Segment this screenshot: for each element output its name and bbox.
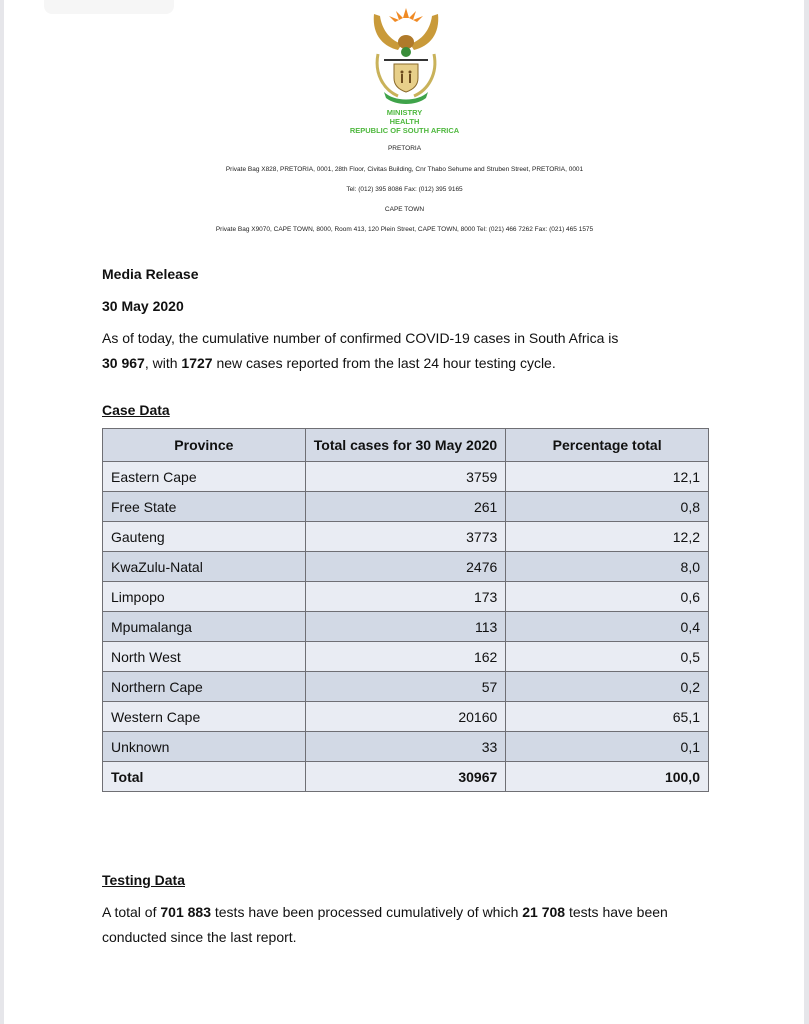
province-cell: Northern Cape xyxy=(103,672,306,702)
cases-cell: 2476 xyxy=(305,552,506,582)
testing-text: A total of xyxy=(102,904,161,920)
pct-cell: 0,1 xyxy=(506,732,709,762)
release-title: Media Release xyxy=(102,266,199,282)
table-header-row xyxy=(103,429,709,462)
column-header-cases: Total cases for 30 May 2020 xyxy=(305,429,506,462)
total-cases: 30967 xyxy=(305,762,506,792)
pretoria-address: Private Bag X828, PRETORIA, 0001, 28th Floor, Civitas Building, Cnr Thabo Sehume and Struben Street, PRETORIA, 0001 xyxy=(225,166,584,173)
total-pct: 100,0 xyxy=(506,762,709,792)
cases-cell: 3759 xyxy=(305,462,506,492)
cases-cell: 57 xyxy=(305,672,506,702)
cases-cell: 261 xyxy=(305,492,506,522)
pct-cell: 0,2 xyxy=(506,672,709,702)
province-cell: Unknown xyxy=(103,732,306,762)
total-label: Total xyxy=(103,762,306,792)
capetown-address: Private Bag X9070, CAPE TOWN, 8000, Room 413, 120 Plein Street, CAPE TOWN, 8000 Tel: (021) 466 7262 Fax: (021) 465 1575 xyxy=(215,226,594,233)
intro-text: new cases reported from the last 24 hour testing cycle. xyxy=(212,355,556,371)
column-header-percentage: Percentage total xyxy=(506,429,709,462)
ministry-title xyxy=(0,108,809,135)
province-cell: Mpumalanga xyxy=(103,612,306,642)
pct-cell: 8,0 xyxy=(506,552,709,582)
table-row xyxy=(103,522,709,552)
ministry-line: HEALTH xyxy=(389,117,420,126)
intro-line-2 xyxy=(102,355,556,371)
pretoria-label: PRETORIA xyxy=(387,145,422,152)
cases-cell: 113 xyxy=(305,612,506,642)
total-tests: 701 883 xyxy=(160,904,211,920)
table-row xyxy=(103,582,709,612)
overlay-pill xyxy=(44,0,174,14)
cases-cell: 3773 xyxy=(305,522,506,552)
intro-line-1: As of today, the cumulative number of confirmed COVID-19 cases in South Africa is xyxy=(102,330,619,346)
testing-line-2: conducted since the last report. xyxy=(102,929,297,945)
pretoria-contact: Tel: (012) 395 8086 Fax: (012) 395 9165 xyxy=(346,186,463,193)
province-cell: Limpopo xyxy=(103,582,306,612)
cases-cell: 33 xyxy=(305,732,506,762)
page-right-edge xyxy=(804,0,809,1024)
capetown-label: CAPE TOWN xyxy=(384,206,425,213)
province-cell: Gauteng xyxy=(103,522,306,552)
pct-cell: 0,5 xyxy=(506,642,709,672)
testing-text: tests have been processed cumulatively of which xyxy=(210,904,523,920)
pct-cell: 12,2 xyxy=(506,522,709,552)
case-data-table xyxy=(102,428,709,792)
table-row xyxy=(103,552,709,582)
coat-of-arms-icon xyxy=(368,4,444,108)
cases-cell: 173 xyxy=(305,582,506,612)
table-row xyxy=(103,462,709,492)
cases-cell: 162 xyxy=(305,642,506,672)
case-data-heading: Case Data xyxy=(102,402,170,418)
pct-cell: 65,1 xyxy=(506,702,709,732)
release-date: 30 May 2020 xyxy=(102,298,184,314)
testing-data-heading: Testing Data xyxy=(102,872,185,888)
ministry-line: MINISTRY xyxy=(386,108,423,117)
ministry-line: REPUBLIC OF SOUTH AFRICA xyxy=(349,126,460,135)
cumulative-cases: 30 967 xyxy=(102,355,145,371)
pct-cell: 0,6 xyxy=(506,582,709,612)
table-row xyxy=(103,732,709,762)
table-row xyxy=(103,672,709,702)
page-left-edge xyxy=(0,0,4,1024)
pct-cell: 0,4 xyxy=(506,612,709,642)
testing-text: tests have been xyxy=(565,904,668,920)
province-cell: Eastern Cape xyxy=(103,462,306,492)
testing-line-1 xyxy=(102,904,668,920)
table-total-row xyxy=(103,762,709,792)
table-row xyxy=(103,702,709,732)
province-cell: Western Cape xyxy=(103,702,306,732)
province-cell: Free State xyxy=(103,492,306,522)
intro-text: , with xyxy=(144,355,182,371)
province-cell: KwaZulu-Natal xyxy=(103,552,306,582)
province-cell: North West xyxy=(103,642,306,672)
recent-tests: 21 708 xyxy=(522,904,566,920)
table-row xyxy=(103,492,709,522)
table-row xyxy=(103,642,709,672)
column-header-province: Province xyxy=(103,429,306,462)
cases-cell: 20160 xyxy=(305,702,506,732)
pct-cell: 0,8 xyxy=(506,492,709,522)
new-cases: 1727 xyxy=(181,355,213,371)
pct-cell: 12,1 xyxy=(506,462,709,492)
table-row xyxy=(103,612,709,642)
